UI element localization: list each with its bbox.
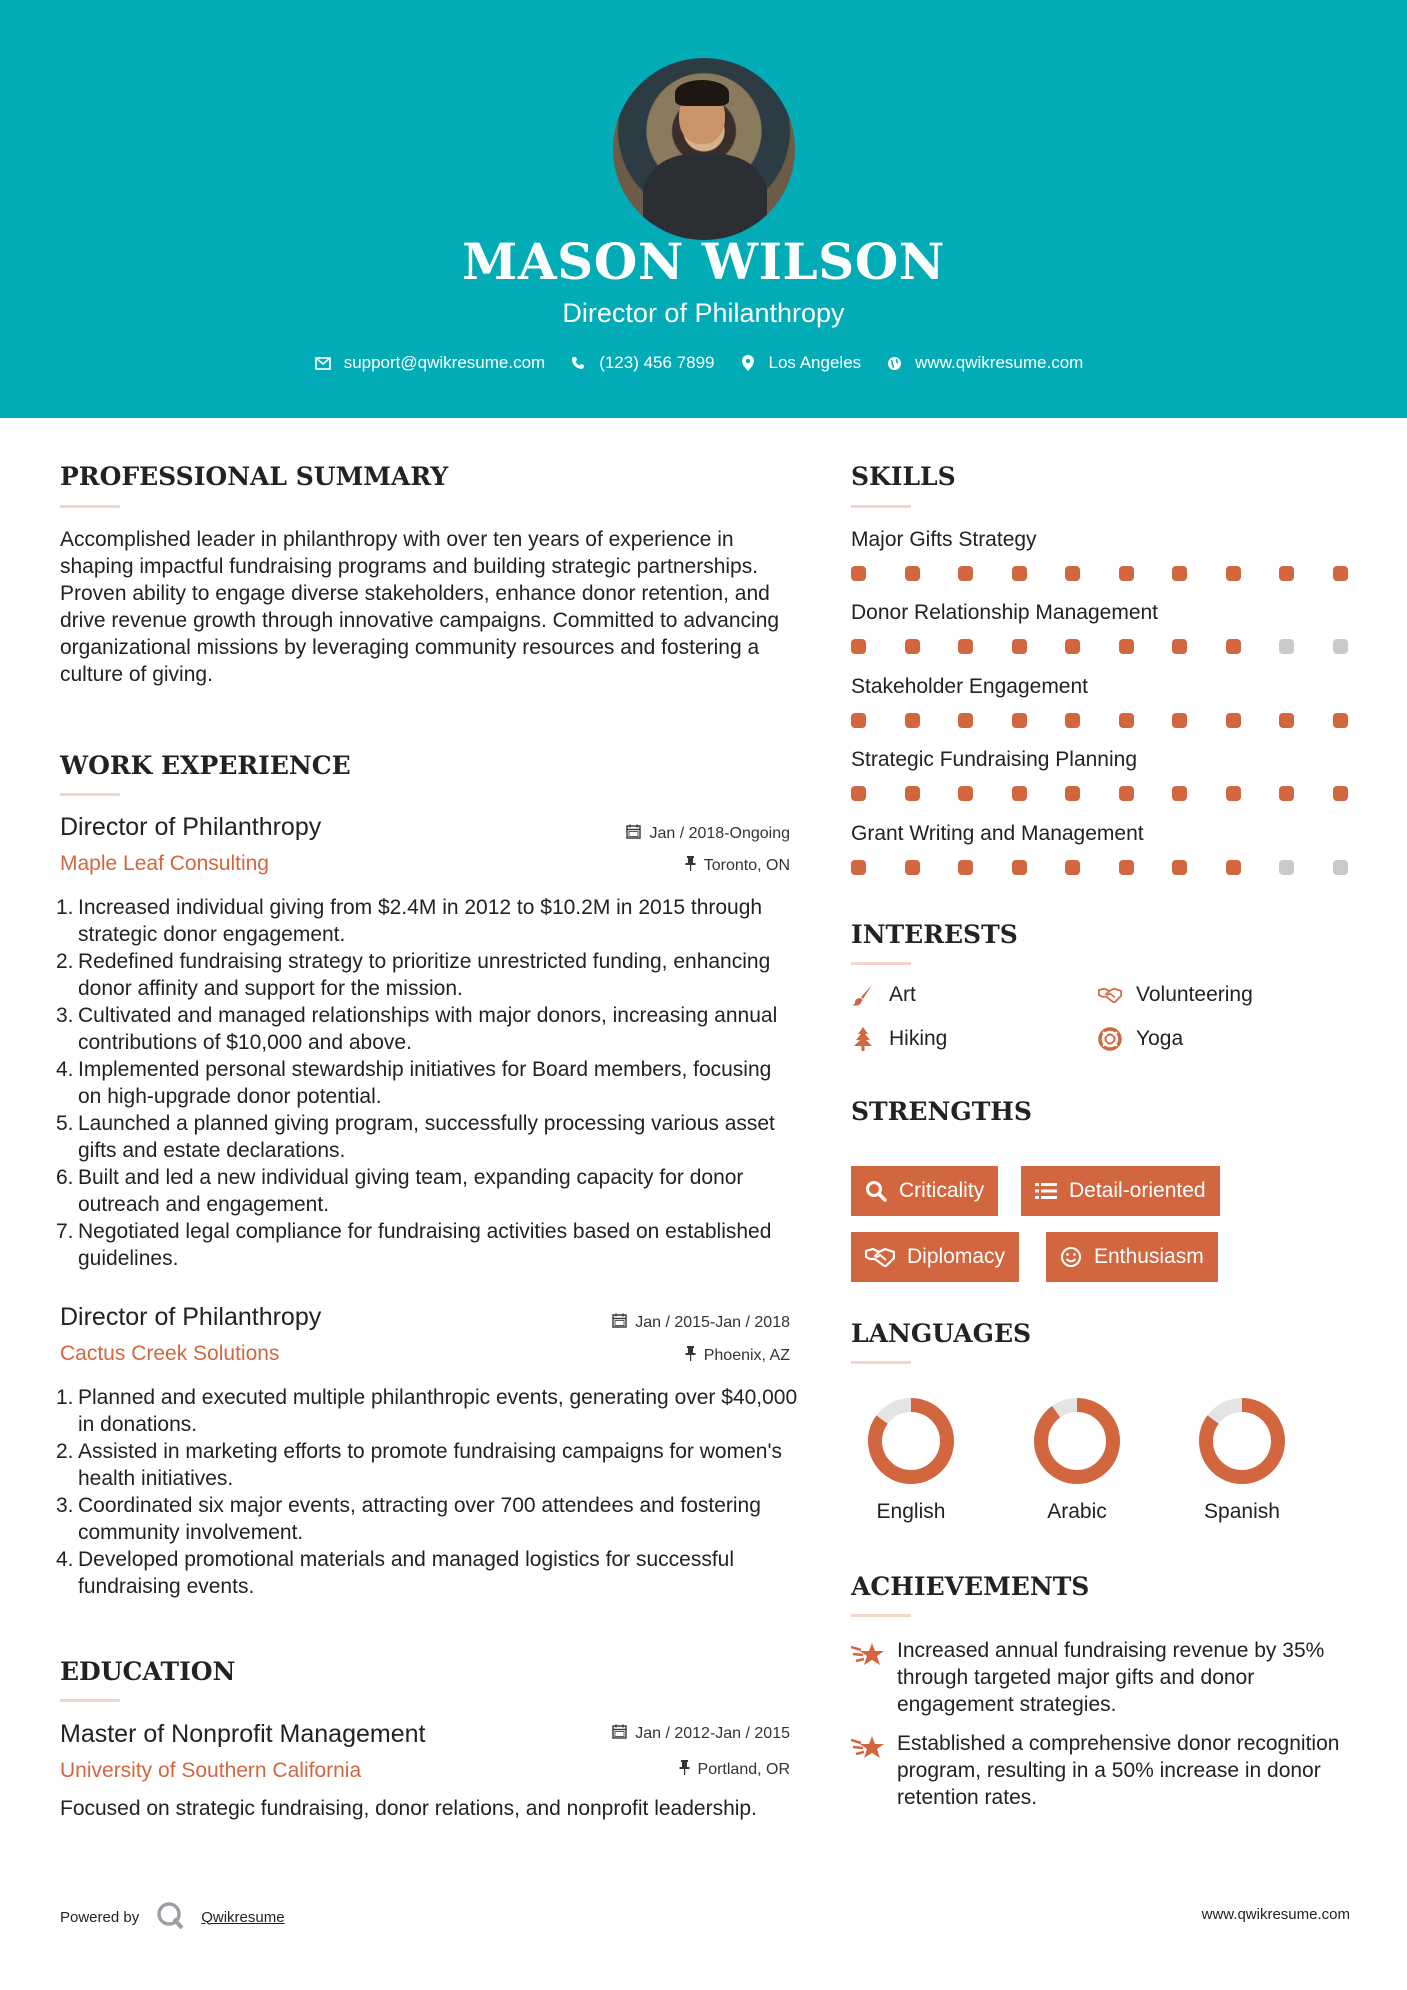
skill-dot-filled bbox=[1333, 713, 1348, 728]
achievement-item bbox=[851, 1730, 1351, 1811]
skill-dot-filled bbox=[1119, 566, 1134, 581]
contact-email[interactable]: support@qwikresume.com bbox=[343, 353, 546, 372]
skill-name: Strategic Fundraising Planning bbox=[851, 748, 1138, 771]
list-item: 4. Implemented personal stewardship initiatives for Board members, focusing on high-upgrade donor potential. bbox=[56, 1058, 772, 1108]
education-location-text: Portland, OR bbox=[697, 1761, 790, 1778]
education-location bbox=[679, 1760, 790, 1780]
skill-dot-filled bbox=[1119, 639, 1134, 654]
skill-dot-filled bbox=[851, 860, 866, 875]
envelope-icon bbox=[314, 354, 332, 372]
skill-dot-filled bbox=[1012, 639, 1027, 654]
list-item: 3. Coordinated six major events, attracting over 700 attendees and fostering community involvement. bbox=[56, 1494, 761, 1544]
skill-dot-filled bbox=[1119, 786, 1134, 801]
skill-dot-filled bbox=[1226, 713, 1241, 728]
skill-name: Stakeholder Engagement bbox=[851, 675, 1088, 698]
calendar-icon bbox=[612, 1313, 627, 1333]
skill-dot-filled bbox=[1226, 639, 1241, 654]
section-divider bbox=[851, 1361, 911, 1364]
achievement-item bbox=[851, 1637, 1351, 1718]
globe-icon bbox=[885, 354, 903, 372]
list-item: 4. Developed promotional materials and managed logistics for successful fundraising events. bbox=[56, 1548, 735, 1598]
list-item: 7. Negotiated legal compliance for fundraising activities based on established guidelines. bbox=[56, 1220, 772, 1270]
section-divider bbox=[851, 962, 911, 965]
skill-dot-filled bbox=[958, 786, 973, 801]
powered-by-label: Powered by bbox=[60, 1908, 140, 1926]
section-divider bbox=[60, 793, 120, 796]
footer-powered-by bbox=[60, 1900, 285, 1934]
section-divider bbox=[60, 1699, 120, 1702]
skill-dot-filled bbox=[1279, 786, 1294, 801]
list-item: 1. Planned and executed multiple philanthropic events, generating over $40,000 in donations. bbox=[56, 1386, 798, 1436]
skill-dot-filled bbox=[958, 860, 973, 875]
skill-dot-empty bbox=[1279, 860, 1294, 875]
job-title: Director of Philanthropy bbox=[60, 813, 322, 841]
handshake-icon bbox=[865, 1246, 895, 1268]
education-description: Focused on strategic fundraising, donor relations, and nonprofit leadership. bbox=[60, 1797, 757, 1820]
tree-icon bbox=[851, 1027, 875, 1051]
education-dates bbox=[612, 1724, 790, 1744]
pushpin-icon bbox=[685, 856, 696, 876]
qwikresume-link[interactable]: Qwikresume bbox=[201, 1908, 285, 1926]
skill-dot-filled bbox=[958, 639, 973, 654]
skill-dot-filled bbox=[905, 713, 920, 728]
skill-dot-filled bbox=[1279, 713, 1294, 728]
section-title-languages: LANGUAGES bbox=[851, 1319, 1032, 1348]
language-name: Arabic bbox=[1047, 1500, 1107, 1523]
skill-dot-filled bbox=[1172, 786, 1187, 801]
list-item: 3. Cultivated and managed relationships with major donors, increasing annual contributions of $10,000 and above. bbox=[56, 1004, 778, 1054]
skill-dot-filled bbox=[905, 860, 920, 875]
skill-dot-filled bbox=[1119, 860, 1134, 875]
job-responsibilities bbox=[56, 894, 800, 1272]
footer-website[interactable]: www.qwikresume.com bbox=[1201, 1906, 1350, 1923]
pushpin-icon bbox=[685, 1346, 696, 1366]
language-donut bbox=[1197, 1396, 1287, 1486]
job-dates bbox=[612, 1313, 790, 1333]
skill-dot-filled bbox=[905, 786, 920, 801]
shooting-star-icon bbox=[851, 1730, 885, 1811]
phone-icon bbox=[569, 354, 587, 372]
list-item: 5. Launched a planned giving program, successfully processing various asset gifts and estate declarations. bbox=[56, 1112, 775, 1162]
section-divider bbox=[60, 505, 120, 508]
job-company: Cactus Creek Solutions bbox=[60, 1342, 280, 1365]
skill-dot-filled bbox=[1279, 566, 1294, 581]
donut-fill bbox=[1041, 1405, 1113, 1477]
skill-dot-filled bbox=[1119, 713, 1134, 728]
job-location bbox=[685, 856, 790, 876]
language-donut bbox=[866, 1396, 956, 1486]
list-icon bbox=[1035, 1180, 1057, 1202]
skill-name: Major Gifts Strategy bbox=[851, 528, 1037, 551]
language-name: Spanish bbox=[1204, 1500, 1280, 1523]
job-dates-text: Jan / 2018-Ongoing bbox=[649, 825, 790, 842]
skill-rating bbox=[851, 786, 1351, 804]
skill-dot-filled bbox=[1065, 639, 1080, 654]
resume-header bbox=[0, 0, 1407, 418]
skill-rating bbox=[851, 860, 1351, 878]
shooting-star-icon bbox=[851, 1637, 885, 1718]
interest-item: Yoga bbox=[1098, 1027, 1183, 1051]
search-icon bbox=[865, 1180, 887, 1202]
strength-tag: Detail-oriented bbox=[1021, 1166, 1220, 1216]
skill-dot-empty bbox=[1279, 639, 1294, 654]
achievement-text: Established a comprehensive donor recognition program, resulting in a 50% increase in donor retention rates. bbox=[897, 1732, 1340, 1809]
strength-tag: Diplomacy bbox=[851, 1232, 1019, 1282]
skill-dot-filled bbox=[1065, 860, 1080, 875]
map-pin-icon bbox=[739, 354, 757, 372]
section-divider bbox=[851, 1614, 911, 1617]
job-dates bbox=[626, 824, 790, 844]
language-name: English bbox=[876, 1500, 946, 1523]
language-item bbox=[851, 1396, 971, 1524]
skill-dot-filled bbox=[1012, 786, 1027, 801]
skill-dot-filled bbox=[1333, 786, 1348, 801]
interest-item: Art bbox=[851, 983, 916, 1007]
language-item bbox=[1017, 1396, 1137, 1524]
candidate-title: Director of Philanthropy bbox=[562, 298, 845, 328]
skill-dot-filled bbox=[905, 566, 920, 581]
strength-tag: Criticality bbox=[851, 1166, 998, 1216]
contact-website[interactable]: www.qwikresume.com bbox=[915, 353, 1084, 372]
skill-dot-filled bbox=[851, 713, 866, 728]
list-item: 2. Assisted in marketing efforts to promote fundraising campaigns for women's health initiatives. bbox=[56, 1440, 782, 1490]
education-degree: Master of Nonprofit Management bbox=[60, 1720, 426, 1748]
skill-dot-filled bbox=[1226, 786, 1241, 801]
skill-dot-filled bbox=[958, 566, 973, 581]
job-responsibilities bbox=[56, 1384, 800, 1600]
pushpin-icon bbox=[679, 1760, 690, 1780]
skill-dot-filled bbox=[851, 786, 866, 801]
skill-dot-filled bbox=[1172, 639, 1187, 654]
skill-dot-empty bbox=[1333, 860, 1348, 875]
skill-dot-empty bbox=[1333, 639, 1348, 654]
skill-name: Grant Writing and Management bbox=[851, 822, 1144, 845]
lifebuoy-icon bbox=[1098, 1027, 1122, 1051]
profile-photo bbox=[613, 58, 795, 240]
skill-dot-filled bbox=[1172, 566, 1187, 581]
candidate-name: MASON WILSON bbox=[462, 232, 945, 291]
smile-icon bbox=[1060, 1246, 1082, 1268]
paintbrush-icon bbox=[851, 983, 875, 1007]
skill-rating bbox=[851, 566, 1351, 584]
handshake-icon bbox=[1098, 983, 1122, 1007]
job-company: Maple Leaf Consulting bbox=[60, 852, 269, 875]
skill-dot-filled bbox=[1065, 713, 1080, 728]
job-location-text: Toronto, ON bbox=[703, 857, 790, 874]
achievement-text: Increased annual fundraising revenue by 35% through targeted major gifts and donor engagement strategies. bbox=[897, 1639, 1325, 1716]
list-item: 2. Redefined fundraising strategy to prioritize unrestricted funding, enhancing donor affinity and support for the mission. bbox=[56, 950, 771, 1000]
skill-dot-filled bbox=[851, 566, 866, 581]
job-location bbox=[685, 1346, 790, 1366]
interest-item: Hiking bbox=[851, 1027, 947, 1051]
list-item: 1. Increased individual giving from $2.4M in 2012 to $10.2M in 2015 through strategic donor engagement. bbox=[56, 896, 763, 946]
job-dates-text: Jan / 2015-Jan / 2018 bbox=[635, 1314, 790, 1331]
interest-item: Volunteering bbox=[1098, 983, 1253, 1007]
job-title: Director of Philanthropy bbox=[60, 1303, 322, 1331]
language-item bbox=[1182, 1396, 1302, 1524]
section-title-interests: INTERESTS bbox=[851, 920, 1018, 949]
education-dates-text: Jan / 2012-Jan / 2015 bbox=[635, 1725, 790, 1742]
skill-rating bbox=[851, 639, 1351, 657]
calendar-icon bbox=[612, 1724, 627, 1744]
education-school: University of Southern California bbox=[60, 1759, 362, 1782]
skill-dot-filled bbox=[1065, 786, 1080, 801]
summary-text: Accomplished leader in philanthropy with over ten years of experience in shaping impactful fundraising programs and building strategic partnerships. Proven ability to engage diverse stakeholders, enhance donor retention, and drive revenue growth through innovative campaigns. Committed to advancing organizational missions by leveraging community resources and fostering a culture of giving. bbox=[60, 528, 780, 686]
skill-dot-filled bbox=[851, 639, 866, 654]
section-title-experience: WORK EXPERIENCE bbox=[60, 751, 351, 780]
skill-dot-filled bbox=[1012, 713, 1027, 728]
skill-name: Donor Relationship Management bbox=[851, 601, 1159, 624]
section-title-summary: PROFESSIONAL SUMMARY bbox=[60, 462, 449, 491]
section-title-education: EDUCATION bbox=[60, 1657, 236, 1686]
skill-dot-filled bbox=[1226, 566, 1241, 581]
qwikresume-logo-icon bbox=[155, 1900, 185, 1934]
section-title-skills: SKILLS bbox=[851, 462, 956, 491]
skill-dot-filled bbox=[1012, 860, 1027, 875]
section-title-strengths: STRENGTHS bbox=[851, 1097, 1032, 1126]
skill-dot-filled bbox=[1172, 713, 1187, 728]
language-donut bbox=[1032, 1396, 1122, 1486]
skill-dot-filled bbox=[958, 713, 973, 728]
list-item: 6. Built and led a new individual giving team, expanding capacity for donor outreach and engagement. bbox=[56, 1166, 744, 1216]
section-divider bbox=[851, 505, 911, 508]
skill-dot-filled bbox=[1172, 860, 1187, 875]
job-location-text: Phoenix, AZ bbox=[703, 1347, 790, 1364]
skill-dot-filled bbox=[1012, 566, 1027, 581]
section-title-achievements: ACHIEVEMENTS bbox=[851, 1572, 1090, 1601]
calendar-icon bbox=[626, 824, 641, 844]
skill-dot-filled bbox=[1226, 860, 1241, 875]
contact-bar bbox=[0, 353, 1407, 373]
contact-location: Los Angeles bbox=[768, 353, 862, 372]
skill-dot-filled bbox=[1065, 566, 1080, 581]
contact-phone[interactable]: (123) 456 7899 bbox=[599, 353, 715, 372]
strength-tag: Enthusiasm bbox=[1046, 1232, 1218, 1282]
skill-dot-filled bbox=[1333, 566, 1348, 581]
skill-dot-filled bbox=[905, 639, 920, 654]
skill-rating bbox=[851, 713, 1351, 731]
